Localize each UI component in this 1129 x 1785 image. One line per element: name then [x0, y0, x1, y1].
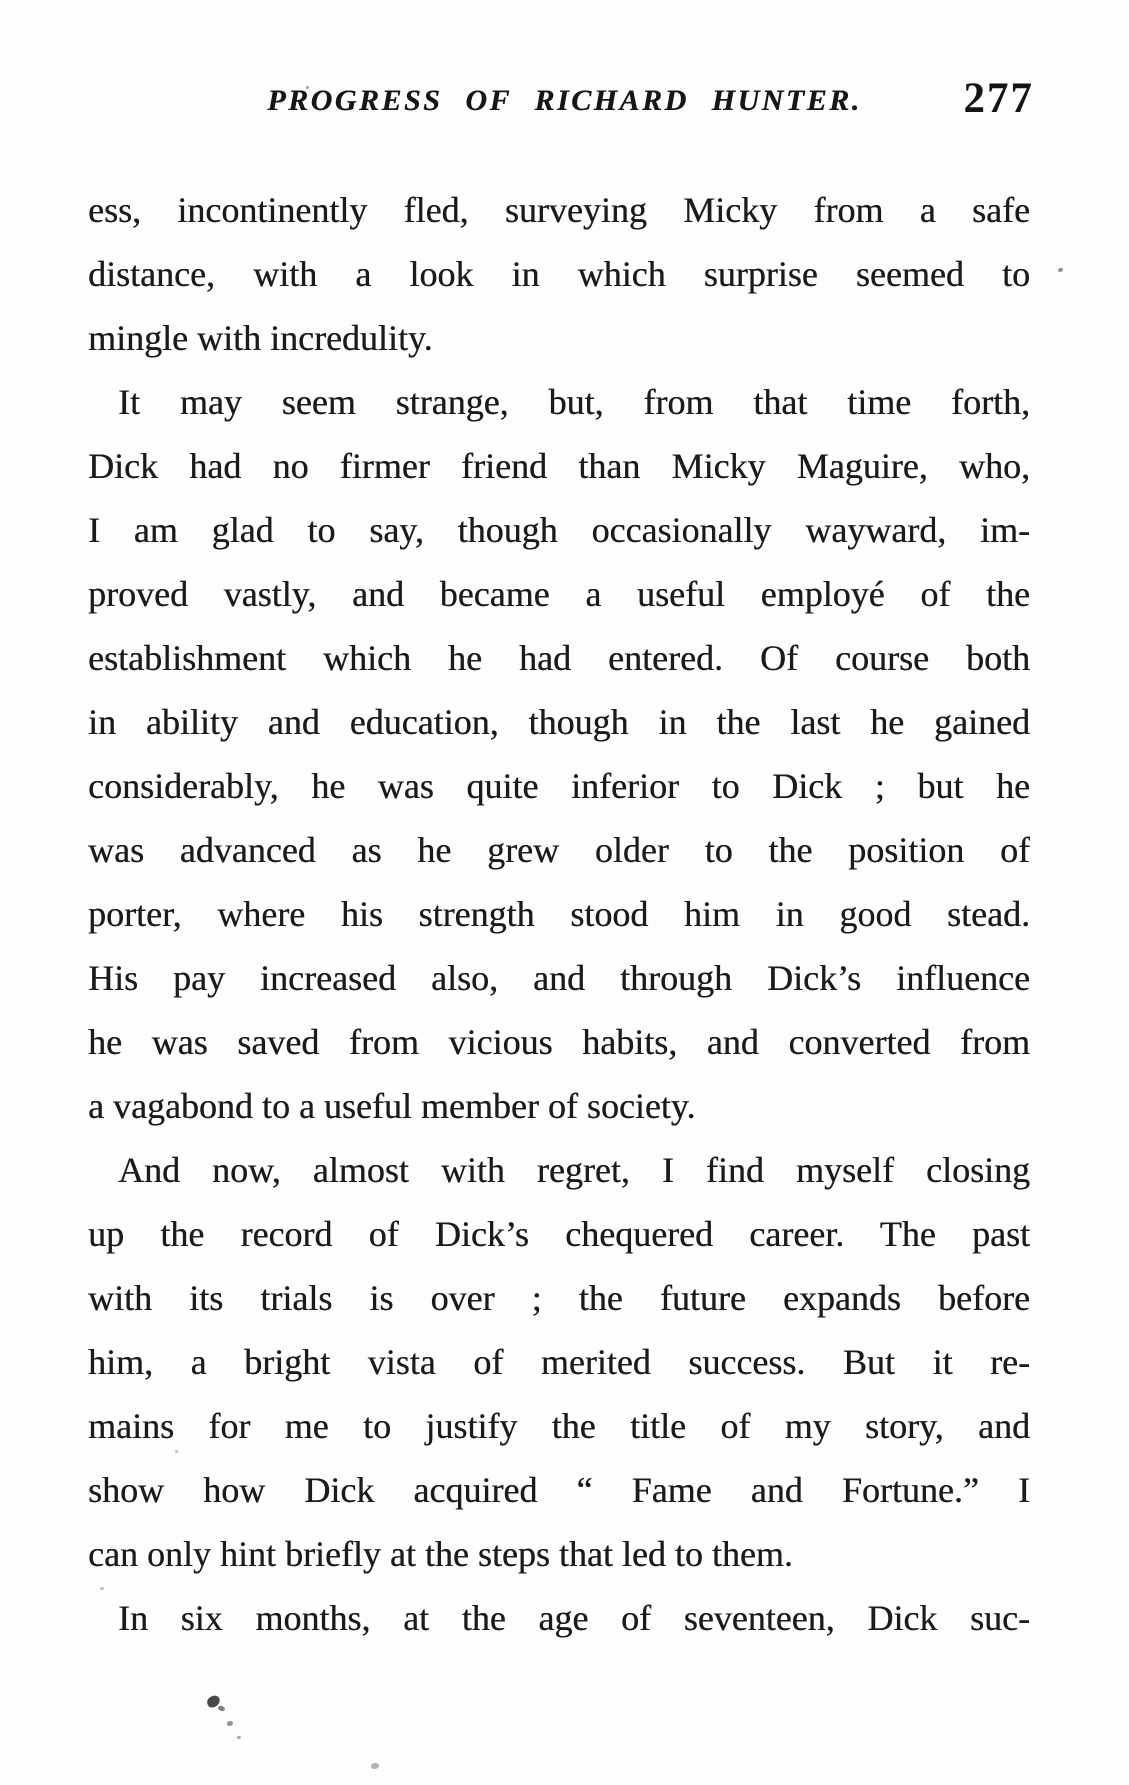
text-line: can only hint briefly at the steps that led to them. [88, 1534, 793, 1574]
text-line: him, a bright vista of merited success. But it re- [88, 1342, 1030, 1382]
text-line: considerably, he was quite inferior to Dick ; but he [88, 766, 1030, 806]
text-line: It may seem strange, but, from that time forth, [118, 382, 1030, 422]
running-header-title: PROGRESS OF RICHARD HUNTER. [267, 84, 862, 117]
ink-speck [227, 1721, 233, 1726]
text-line: establishment which he had entered. Of course both [88, 638, 1030, 678]
page-number: 277 [963, 75, 1034, 122]
text-line: a vagabond to a useful member of society. [88, 1086, 696, 1126]
ink-speck [237, 1736, 241, 1739]
text-line: Dick had no firmer friend than Micky Maguire, who, [88, 446, 1030, 486]
text-line: was advanced as he grew older to the position of [88, 830, 1030, 870]
text-line: in ability and education, though in the last he gained [88, 702, 1030, 742]
text-line: show how Dick acquired “ Fame and Fortune.” I [88, 1470, 1030, 1510]
ink-speck [1058, 268, 1063, 272]
ink-smudge [217, 1705, 226, 1713]
text-line: mains for me to justify the title of my story, and [88, 1406, 1030, 1446]
text-line: mingle with incredulity. [88, 318, 433, 358]
paragraph [88, 1138, 1030, 1586]
paragraph [88, 370, 1030, 1138]
text-line: he was saved from vicious habits, and converted from [88, 1022, 1030, 1062]
paragraph [88, 178, 1030, 370]
text-line: distance, with a look in which surprise seemed to [88, 254, 1030, 294]
paragraph [88, 1586, 1030, 1650]
text-line: porter, where his strength stood him in good stead. [88, 894, 1030, 934]
text-line: I am glad to say, though occasionally wayward, im- [88, 510, 1030, 550]
text-line: with its trials is over ; the future expands before [88, 1278, 1030, 1318]
text-line: In six months, at the age of seventeen, Dick suc- [118, 1598, 1030, 1638]
text-line: And now, almost with regret, I find myself closing [118, 1150, 1030, 1190]
body-text-block [88, 178, 1030, 1650]
text-line: up the record of Dick’s chequered career. The past [88, 1214, 1030, 1254]
ink-speck [371, 1763, 379, 1769]
text-line: ess, incontinently fled, surveying Micky from a safe [88, 190, 1030, 230]
text-line: His pay increased also, and through Dick’s influence [88, 958, 1030, 998]
text-line: proved vastly, and became a useful employé of the [88, 574, 1030, 614]
